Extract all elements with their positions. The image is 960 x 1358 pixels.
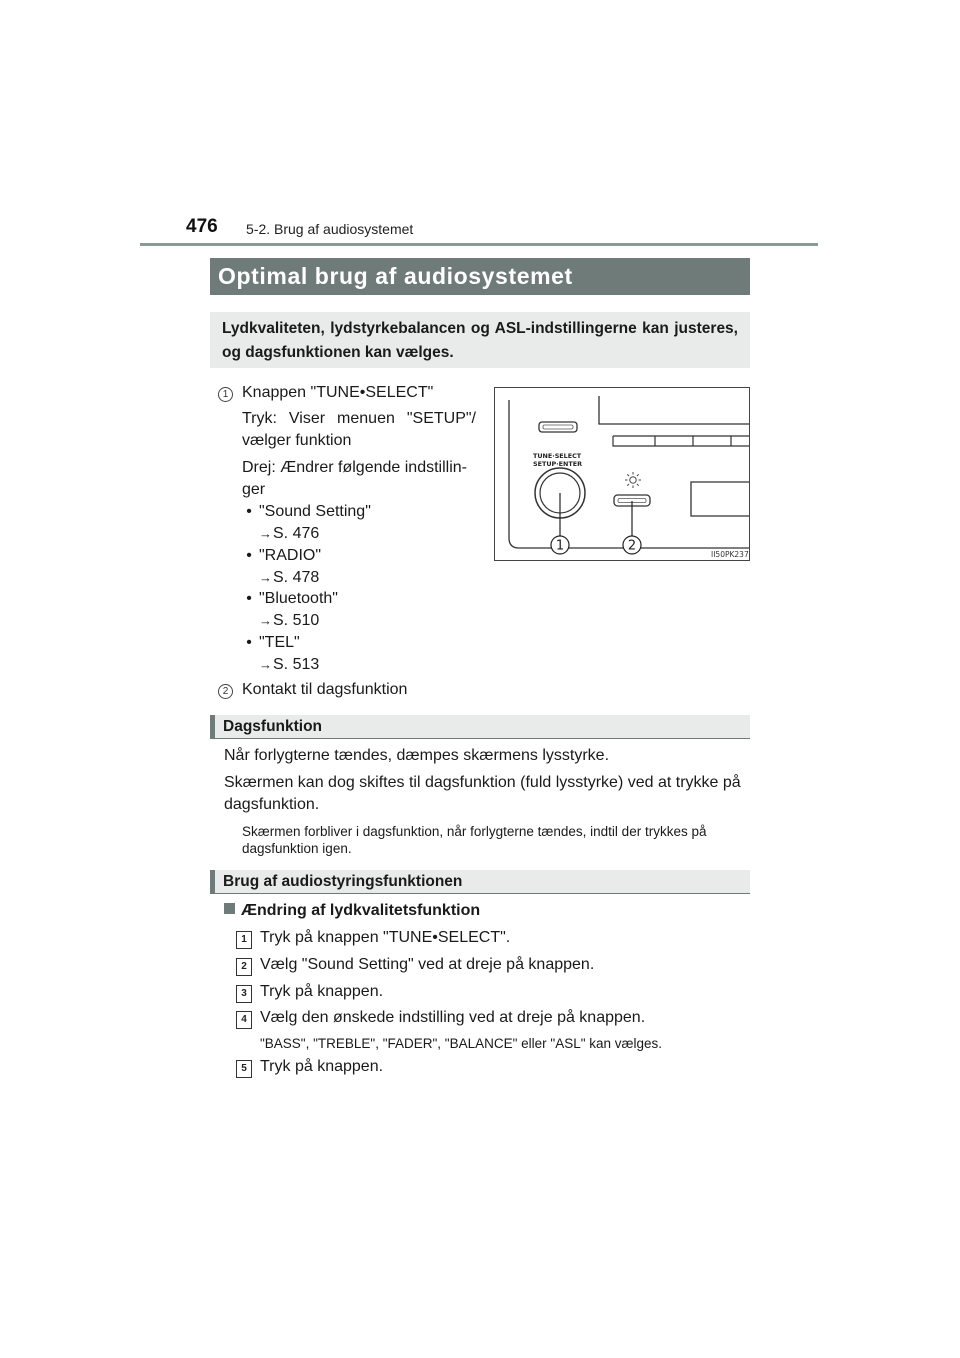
arrow-right-icon: → <box>259 569 272 585</box>
step-3-text: Tryk på knappen. <box>260 983 384 1000</box>
step-2-text: Vælg "Sound Setting" ved at dreje på knappen. <box>260 956 595 973</box>
callout-1-turn: Drej: Ændrer følgende indstillin-ger <box>242 459 467 498</box>
option-list <box>242 500 476 674</box>
list-item: • "Sound Setting" →S. 476 <box>246 503 371 542</box>
callout-number-2: 2 <box>218 681 233 699</box>
day-mode-paragraph-2: Skærmen kan dog skiftes til dagsfunktion (fuld lysstyrke) ved at trykke på dagsfunktion. <box>224 774 741 813</box>
step-1-text: Tryk på knappen "TUNE•SELECT". <box>260 929 511 946</box>
knob-label-line-1: TUNE·SELECT <box>533 452 582 460</box>
square-bullet-icon <box>224 903 235 914</box>
svg-text:1: 1 <box>555 538 565 554</box>
list-item: • "Bluetooth" →S. 510 <box>246 590 338 629</box>
brightness-icon <box>625 472 641 488</box>
callout-2-label: Kontakt til dagsfunktion <box>242 681 408 698</box>
day-mode-note: Skærmen forbliver i dagsfunktion, når forlygterne tændes, indtil der trykkes på dagsfunktion igen. <box>242 824 707 856</box>
day-mode-paragraph-1: Når forlygterne tændes, dæmpes skærmens lysstyrke. <box>224 747 610 764</box>
step-number-1: 1 <box>236 929 252 949</box>
arrow-right-icon: → <box>259 656 272 672</box>
subheading-sound-quality: Ændring af lydkvalitetsfunktion <box>224 900 480 922</box>
step-number-4: 4 <box>236 1009 252 1029</box>
step-5-text: Tryk på knappen. <box>260 1058 384 1075</box>
header-rule <box>140 243 818 246</box>
intro-text: Lydkvaliteten, lydstyrkebalancen og ASL-indstillingerne kan justeres, og dagsfunktionen kan vælges. <box>222 320 738 361</box>
list-item: • "TEL" →S. 513 <box>246 633 320 673</box>
knob-label-line-2: SETUP·ENTER <box>533 460 582 468</box>
figure-code: II50PK237 <box>711 550 749 559</box>
arrow-right-icon: → <box>259 613 272 628</box>
step-number-2: 2 <box>236 956 252 976</box>
audio-panel-illustration <box>495 388 749 560</box>
page-number: 476 <box>186 216 218 237</box>
callout-number-1: 1 <box>218 384 233 402</box>
step-4-note: "BASS", "TREBLE", "FADER", "BALANCE" eller "ASL" kan vælges. <box>260 1036 663 1051</box>
arrow-right-icon: → <box>259 526 272 541</box>
section-heading-day-mode: Dagsfunktion <box>210 715 750 739</box>
step-number-5: 5 <box>236 1058 252 1078</box>
list-item: • "RADIO" →S. 478 <box>246 546 322 586</box>
callout-1-label: Knappen "TUNE•SELECT" <box>242 384 434 401</box>
section-heading-audio-control: Brug af audiostyringsfunktionen <box>210 870 750 894</box>
intro-box <box>210 312 750 368</box>
callout-1-push: Tryk: Viser menuen "SETUP"/ vælger funktion <box>242 410 476 449</box>
page-title: Optimal brug af audiosystemet <box>210 258 750 295</box>
svg-text:2: 2 <box>627 538 637 554</box>
audio-panel-figure <box>494 387 750 561</box>
step-4-text: Vælg den ønskede indstilling ved at dreje på knappen. <box>260 1009 646 1026</box>
running-header: 5-2. Brug af audiosystemet <box>246 221 414 237</box>
step-number-3: 3 <box>236 983 252 1003</box>
